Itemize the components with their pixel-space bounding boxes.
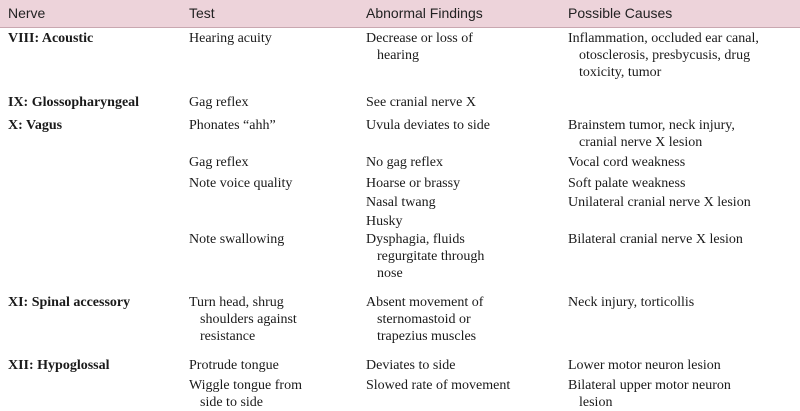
cell-abnormal-finding bbox=[366, 194, 562, 211]
header-possible-causes: Possible Causes bbox=[568, 5, 673, 21]
cell-test bbox=[189, 231, 359, 248]
cell-possible-cause-line: Soft palate weakness bbox=[568, 176, 686, 191]
cell-nerve: X: Vagus bbox=[8, 118, 63, 133]
cell-abnormal-finding-line: Decrease or loss of bbox=[366, 31, 473, 46]
cell-test-line: Gag reflex bbox=[189, 95, 249, 110]
cell-possible-cause bbox=[568, 357, 798, 374]
cell-nerve: VIII: Acoustic bbox=[8, 31, 94, 46]
cell-test bbox=[189, 357, 359, 374]
cell-abnormal-finding bbox=[366, 377, 562, 394]
cell-possible-cause bbox=[568, 30, 798, 81]
cell-abnormal-finding bbox=[366, 30, 562, 64]
header-test: Test bbox=[189, 5, 215, 21]
cell-possible-cause bbox=[568, 231, 798, 248]
cell-test-line: Note swallowing bbox=[189, 232, 285, 247]
cell-abnormal-finding-line: hearing bbox=[377, 48, 419, 63]
cell-abnormal-finding-line: Uvula deviates to side bbox=[366, 118, 491, 133]
cell-possible-cause-line: Lower motor neuron lesion bbox=[568, 358, 721, 373]
cell-test bbox=[189, 294, 359, 345]
cell-abnormal-finding bbox=[366, 357, 562, 374]
cell-possible-cause-line: cranial nerve X lesion bbox=[579, 135, 703, 150]
cell-test bbox=[189, 94, 359, 111]
cell-abnormal-finding-line: Dysphagia, fluids bbox=[366, 232, 465, 247]
cell-test-line: Gag reflex bbox=[189, 155, 249, 170]
cell-abnormal-finding-line: No gag reflex bbox=[366, 155, 443, 170]
cell-possible-cause-line: Vocal cord weakness bbox=[568, 155, 686, 170]
cell-possible-cause-line: Bilateral cranial nerve X lesion bbox=[568, 232, 743, 247]
cell-possible-cause-line: toxicity, tumor bbox=[579, 65, 662, 80]
cell-test bbox=[189, 175, 359, 192]
cell-abnormal-finding-line: Slowed rate of movement bbox=[366, 378, 511, 393]
cell-abnormal-finding bbox=[366, 94, 562, 111]
cell-possible-cause bbox=[568, 294, 798, 311]
cell-test bbox=[189, 117, 359, 134]
header-nerve: Nerve bbox=[8, 5, 46, 21]
cell-possible-cause bbox=[568, 175, 798, 192]
cell-possible-cause-line: Unilateral cranial nerve X lesion bbox=[568, 195, 751, 210]
table-header bbox=[0, 0, 800, 28]
cell-nerve: XII: Hypoglossal bbox=[8, 358, 110, 373]
cell-test-line: Note voice quality bbox=[189, 176, 293, 191]
cell-possible-cause bbox=[568, 377, 798, 411]
cell-possible-cause-line: Brainstem tumor, neck injury, bbox=[568, 118, 735, 133]
cell-abnormal-finding bbox=[366, 175, 562, 192]
cell-test-line: Hearing acuity bbox=[189, 31, 272, 46]
cell-abnormal-finding-line: Deviates to side bbox=[366, 358, 456, 373]
cell-test bbox=[189, 377, 359, 411]
cell-possible-cause bbox=[568, 154, 798, 171]
cell-abnormal-finding-line: trapezius muscles bbox=[377, 329, 477, 344]
cell-test bbox=[189, 30, 359, 47]
cell-nerve: IX: Glossopharyngeal bbox=[8, 95, 140, 110]
cell-test-line: Wiggle tongue from bbox=[189, 378, 302, 393]
cell-possible-cause-line: otosclerosis, presbycusis, drug bbox=[579, 48, 751, 63]
cell-test-line: Protrude tongue bbox=[189, 358, 279, 373]
cell-possible-cause-line: Neck injury, torticollis bbox=[568, 295, 695, 310]
cell-abnormal-finding-line: nose bbox=[377, 266, 403, 281]
cell-possible-cause-line: Inflammation, occluded ear canal, bbox=[568, 31, 759, 46]
cell-abnormal-finding bbox=[366, 213, 562, 230]
cell-possible-cause bbox=[568, 194, 798, 211]
cell-abnormal-finding-line: regurgitate through bbox=[377, 249, 485, 264]
header-abnormal-findings: Abnormal Findings bbox=[366, 5, 483, 21]
cell-test-line: resistance bbox=[200, 329, 256, 344]
cell-test-line: Turn head, shrug bbox=[189, 295, 284, 310]
cell-abnormal-finding-line: See cranial nerve X bbox=[366, 95, 476, 110]
cell-test-line: side to side bbox=[200, 395, 263, 410]
cell-abnormal-finding-line: sternomastoid or bbox=[377, 312, 471, 327]
cell-abnormal-finding bbox=[366, 154, 562, 171]
cell-abnormal-finding bbox=[366, 117, 562, 134]
cell-possible-cause-line: lesion bbox=[579, 395, 613, 410]
cell-test-line: Phonates “ahh” bbox=[189, 118, 276, 133]
cell-abnormal-finding-line: Hoarse or brassy bbox=[366, 176, 461, 191]
cell-abnormal-finding-line: Nasal twang bbox=[366, 195, 436, 210]
cell-abnormal-finding-line: Husky bbox=[366, 214, 403, 229]
cell-test bbox=[189, 154, 359, 171]
cell-nerve: XI: Spinal accessory bbox=[8, 295, 131, 310]
cell-abnormal-finding bbox=[366, 294, 562, 345]
cell-abnormal-finding bbox=[366, 231, 562, 282]
cell-test-line: shoulders against bbox=[200, 312, 297, 327]
cell-abnormal-finding-line: Absent movement of bbox=[366, 295, 484, 310]
cell-possible-cause-line: Bilateral upper motor neuron bbox=[568, 378, 731, 393]
cell-possible-cause bbox=[568, 117, 798, 151]
